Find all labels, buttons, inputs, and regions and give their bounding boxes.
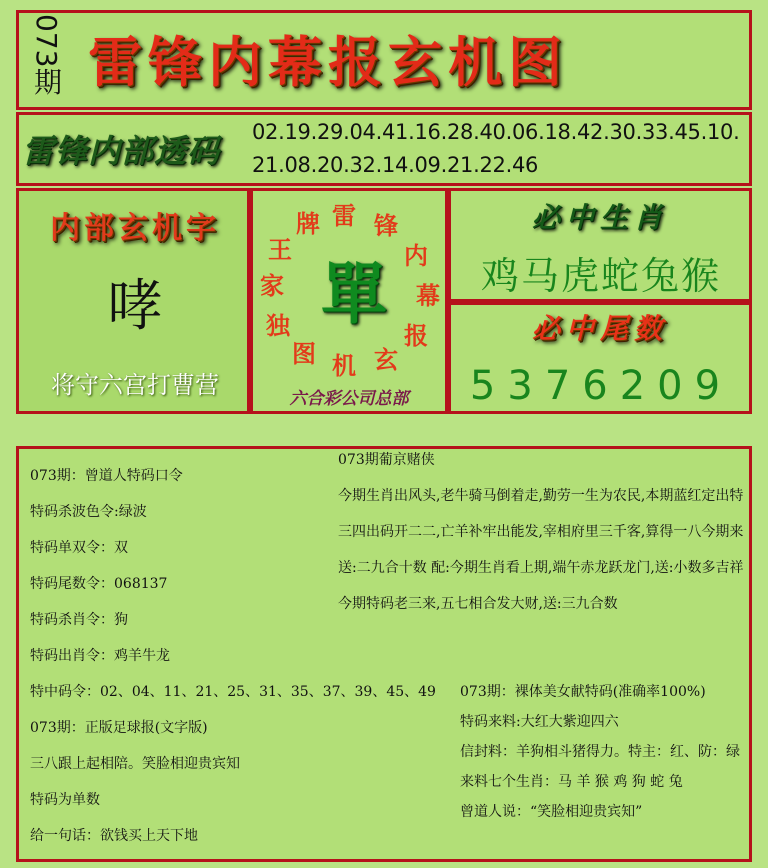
left-text-line: 特码杀肖令：狗 [30,612,128,628]
ring-character: 玄 [374,345,398,374]
ring-character: 锋 [374,211,398,240]
ring-character: 机 [332,351,356,380]
left-text-line: 073期：曾道人特码口令 [30,468,183,484]
left-text-line: 特码为单数 [30,792,100,808]
zodiac-animals: 鸡马虎蛇兔猴 [480,253,721,298]
code-numbers [252,116,748,182]
center-character: 單 [321,254,387,333]
ring-character: 雷 [332,201,356,230]
zodiac-title: 必中生肖 [531,201,668,234]
right-text-line: 信封料：羊狗相斗猪得力。特主：红、防：绿 [460,744,740,760]
tail-number-title: 必中尾数 [531,312,668,345]
ring-character: 独 [266,311,290,340]
right-text-line: 来料七个生肖：马 羊 猴 鸡 狗 蛇 兔 [460,774,683,790]
tail-numbers: 5376209 [469,363,733,409]
ring-character: 家 [260,271,284,300]
ring-character: 牌 [296,209,320,238]
ring-character: 图 [292,339,316,368]
right-text-line: 曾道人说：“笑脸相迎贵宾知” [460,804,643,820]
ring-character: 幕 [416,281,440,310]
right-text-line: 今期特码老三来,五七相合发大财,送:三九合数 [338,596,618,612]
right-text-line: 073期：裸体美女献特码(准确率100%) [460,684,706,700]
left-text-line: 特码杀波色令:绿波 [30,504,147,520]
right-text-line: 今期生肖出风头,老牛骑马倒着走,勤劳一生为农民,本期蓝红定出特 [338,488,744,504]
left-text-line: 特码出肖令：鸡羊牛龙 [30,648,170,664]
right-text-line: 送:二九合十数 配:今期生肖看上期,端午赤龙跃龙门,送:小数多吉祥 [338,560,744,576]
right-text-line: 特码来料:大红大紫迎四六 [460,714,619,730]
left-text-line: 073期：正版足球报(文字版) [30,720,208,736]
code-numbers-line-1: 02.19.29.04.41.16.28.40.06.18.42.30.33.45.10. [252,120,740,144]
code-row-label: 雷锋内部透码 [22,132,221,170]
issue-tag [22,14,66,106]
right-text-line: 三四出码开二二,亡羊补牢出能发,宰相府里三千客,算得一八今期来 [338,524,744,540]
left-text-line: 特中码令：02、04、11、21、25、31、35、37、39、45、49 [30,684,436,700]
code-numbers-line-2: 21.08.20.32.14.09.21.22.46 [252,153,539,177]
page-title: 雷锋内幕报玄机图 [88,29,568,94]
left-text-line: 给一句话：欲钱买上天下地 [30,828,198,844]
right-text-line: 073期葡京赌侠 [338,452,435,468]
ring-character: 王 [268,235,292,264]
company-footer: 六合彩公司总部 [289,388,409,409]
left-text-line: 特码单双令：双 [30,540,128,556]
left-text-line: 特码尾数令：068137 [30,576,168,592]
mystery-phrase: 将守六宫打曹营 [51,370,219,399]
mystery-character-caption: 内部玄机字 [50,211,220,246]
mystery-character: 哮 [107,274,163,339]
issue-label: 073期 [30,14,63,96]
ring-character: 报 [404,321,428,350]
left-text-line: 三八跟上起相陪。笑脸相迎贵宾知 [30,756,240,772]
ring-character: 内 [404,241,428,270]
